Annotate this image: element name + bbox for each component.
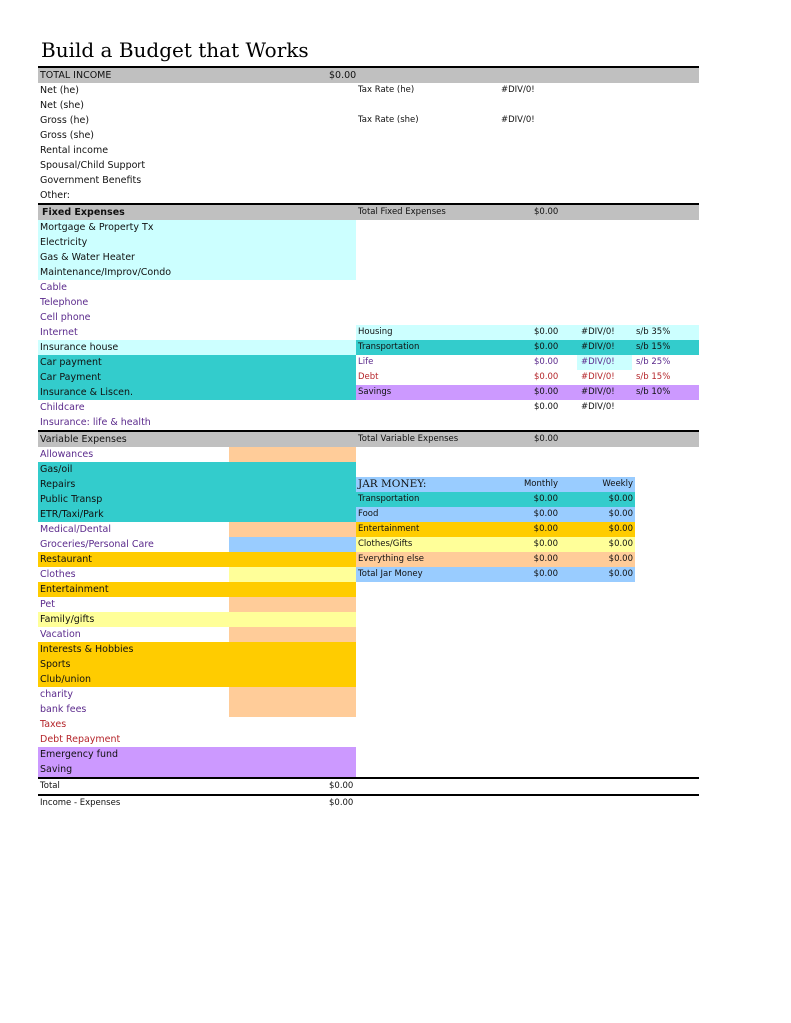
fixed-label: Car Payment [40, 372, 101, 383]
income-row [38, 143, 699, 158]
variable-row [38, 612, 699, 627]
variable-row [38, 747, 699, 762]
jar-monthly: $0.00 [533, 539, 558, 549]
total-variable-label: Total Variable Expenses [358, 434, 459, 444]
variable-label: Taxes [40, 719, 67, 730]
jar-weekly: $0.00 [608, 524, 633, 534]
fixed-label: Maintenance/Improv/Condo [40, 267, 172, 278]
fixed-row [38, 265, 699, 280]
summary-value: $0.00 [534, 402, 559, 412]
variable-label: charity [40, 689, 73, 700]
jar-monthly: $0.00 [533, 569, 558, 579]
net-value: $0.00 [329, 798, 354, 808]
total-value: $0.00 [329, 781, 354, 791]
variable-label: Sports [40, 659, 71, 670]
variable-label: Debt Repayment [40, 734, 121, 745]
fixed-label: Mortgage & Property Tx [40, 222, 154, 233]
variable-row [38, 492, 699, 507]
variable-row [38, 717, 699, 732]
fixed-label: Internet [40, 327, 78, 338]
summary-value: $0.00 [534, 327, 559, 337]
summary-label: Life [358, 357, 374, 367]
income-row [38, 83, 699, 98]
variable-label: Club/union [40, 674, 92, 685]
income-total: $0.00 [329, 70, 357, 81]
variable-label: Entertainment [40, 584, 109, 595]
jar-weekly: $0.00 [608, 509, 633, 519]
jar-weekly: $0.00 [608, 554, 633, 564]
jar-label: Clothes/Gifts [358, 539, 413, 549]
summary-value: $0.00 [534, 342, 559, 352]
summary-value: $0.00 [534, 357, 559, 367]
jar-weekly: $0.00 [608, 539, 633, 549]
jar-label: Transportation [358, 494, 420, 504]
jar-monthly: $0.00 [533, 524, 558, 534]
jar-monthly: $0.00 [533, 554, 558, 564]
jar-label: Everything else [358, 554, 424, 564]
variable-row [38, 657, 699, 672]
fixed-label: Telephone [40, 297, 89, 308]
summary-pct: #DIV/0! [581, 372, 615, 382]
summary-target: s/b 15% [636, 372, 671, 382]
variable-row [38, 687, 699, 702]
summary-target: s/b 15% [636, 342, 671, 352]
summary-pct: #DIV/0! [581, 342, 615, 352]
tax-rate-he-value: #DIV/0! [501, 85, 535, 95]
summary-pct: #DIV/0! [581, 402, 615, 412]
variable-row [38, 672, 699, 687]
income-header: TOTAL INCOME [40, 70, 112, 81]
summary-label: Housing [358, 327, 393, 337]
income-label: Gross (he) [40, 115, 90, 126]
fixed-row [38, 280, 699, 295]
variable-label: Repairs [40, 479, 76, 490]
jar-label: Entertainment [358, 524, 420, 534]
income-label: Government Benefits [40, 175, 142, 186]
net-label: Income - Expenses [40, 798, 121, 808]
summary-pct: #DIV/0! [581, 387, 615, 397]
jar-label: Food [358, 509, 379, 519]
summary-target: s/b 10% [636, 387, 671, 397]
fixed-label: Car payment [40, 357, 102, 368]
variable-row [38, 642, 699, 657]
fixed-row [38, 415, 699, 430]
variable-row [38, 702, 699, 717]
variable-row [38, 462, 699, 477]
variable-label: Restaurant [40, 554, 93, 565]
variable-row [38, 552, 699, 567]
fixed-label: Insurance & Liscen. [40, 387, 134, 398]
variable-row [38, 582, 699, 597]
income-label: Net (she) [40, 100, 84, 111]
fixed-row [38, 370, 699, 385]
variable-label: Family/gifts [40, 614, 95, 625]
jar-monthly: $0.00 [533, 509, 558, 519]
fixed-row [38, 295, 699, 310]
variable-row [38, 537, 699, 552]
variable-label: Saving [40, 764, 73, 775]
jar-col-monthly: Monthly [523, 479, 558, 489]
variable-label: Vacation [40, 629, 81, 640]
variable-label: Clothes [40, 569, 76, 580]
fixed-row [38, 325, 699, 340]
variable-row [38, 567, 699, 582]
tax-rate-she-value: #DIV/0! [501, 115, 535, 125]
fixed-row [38, 400, 699, 415]
jar-label: Total Jar Money [358, 569, 423, 579]
summary-value: $0.00 [534, 387, 559, 397]
variable-row [38, 762, 699, 777]
income-label: Gross (she) [40, 130, 95, 141]
variable-label: Emergency fund [40, 749, 119, 760]
net-row [38, 796, 699, 811]
income-label: Net (he) [40, 85, 79, 96]
fixed-row [38, 250, 699, 265]
fixed-row [38, 220, 699, 235]
total-fixed-value: $0.00 [534, 207, 559, 217]
summary-label: Savings [358, 387, 392, 397]
fixed-row [38, 355, 699, 370]
fixed-label: Gas & Water Heater [40, 252, 135, 263]
variable-row [38, 732, 699, 747]
page-title: Build a Budget that Works [41, 38, 309, 62]
fixed-label: Childcare [40, 402, 85, 413]
income-row [38, 113, 699, 128]
variable-row [38, 522, 699, 537]
summary-target: s/b 25% [636, 357, 671, 367]
jar-weekly: $0.00 [608, 494, 633, 504]
summary-pct: #DIV/0! [581, 357, 615, 367]
jar-title: JAR MONEY: [358, 478, 427, 490]
variable-label: ETR/Taxi/Park [40, 509, 104, 520]
fixed-row [38, 310, 699, 325]
fixed-row [38, 340, 699, 355]
total-fixed-label: Total Fixed Expenses [358, 207, 446, 217]
jar-monthly: $0.00 [533, 494, 558, 504]
tax-rate-he-label: Tax Rate (he) [358, 85, 415, 95]
income-row [38, 128, 699, 143]
summary-label [358, 400, 518, 415]
fixed-label: Cell phone [40, 312, 91, 323]
total-row [38, 777, 699, 796]
budget-sheet [38, 66, 699, 811]
tax-rate-she-label: Tax Rate (she) [358, 115, 419, 125]
income-row [38, 173, 699, 188]
variable-label: bank fees [40, 704, 87, 715]
variable-row [38, 507, 699, 522]
fixed-row [38, 385, 699, 400]
variable-label: Pet [40, 599, 55, 610]
variable-row [38, 447, 699, 462]
jar-weekly: $0.00 [608, 569, 633, 579]
summary-value: $0.00 [534, 372, 559, 382]
variable-row [38, 597, 699, 612]
fixed-label: Insurance: life & health [40, 417, 151, 428]
variable-header: Variable Expenses [40, 434, 127, 445]
variable-label: Groceries/Personal Care [40, 539, 154, 550]
variable-label: Allowances [40, 449, 94, 460]
fixed-label: Cable [40, 282, 67, 293]
variable-label: Public Transp [40, 494, 103, 505]
variable-label: Medical/Dental [40, 524, 111, 535]
summary-label: Debt [358, 372, 379, 382]
summary-pct: #DIV/0! [581, 327, 615, 337]
fixed-header: Fixed Expenses [42, 207, 125, 218]
jar-col-weekly: Weekly [602, 479, 633, 489]
fixed-label: Electricity [40, 237, 88, 248]
income-row [38, 98, 699, 113]
variable-header-row [38, 430, 699, 447]
fixed-row [38, 235, 699, 250]
income-label: Spousal/Child Support [40, 160, 146, 171]
total-variable-value: $0.00 [534, 434, 559, 444]
income-row [38, 158, 699, 173]
variable-row [38, 477, 699, 492]
variable-label: Interests & Hobbies [40, 644, 134, 655]
total-label: Total [40, 781, 60, 791]
summary-target: s/b 35% [636, 327, 671, 337]
summary-target [636, 400, 696, 415]
income-row [38, 188, 699, 203]
variable-label: Gas/oil [40, 464, 73, 475]
variable-row [38, 627, 699, 642]
fixed-header-row [38, 203, 699, 220]
income-header-row [38, 66, 699, 83]
income-label: Rental income [40, 145, 109, 156]
income-label: Other: [40, 190, 71, 201]
fixed-label: Insurance house [40, 342, 119, 353]
summary-label: Transportation [358, 342, 420, 352]
